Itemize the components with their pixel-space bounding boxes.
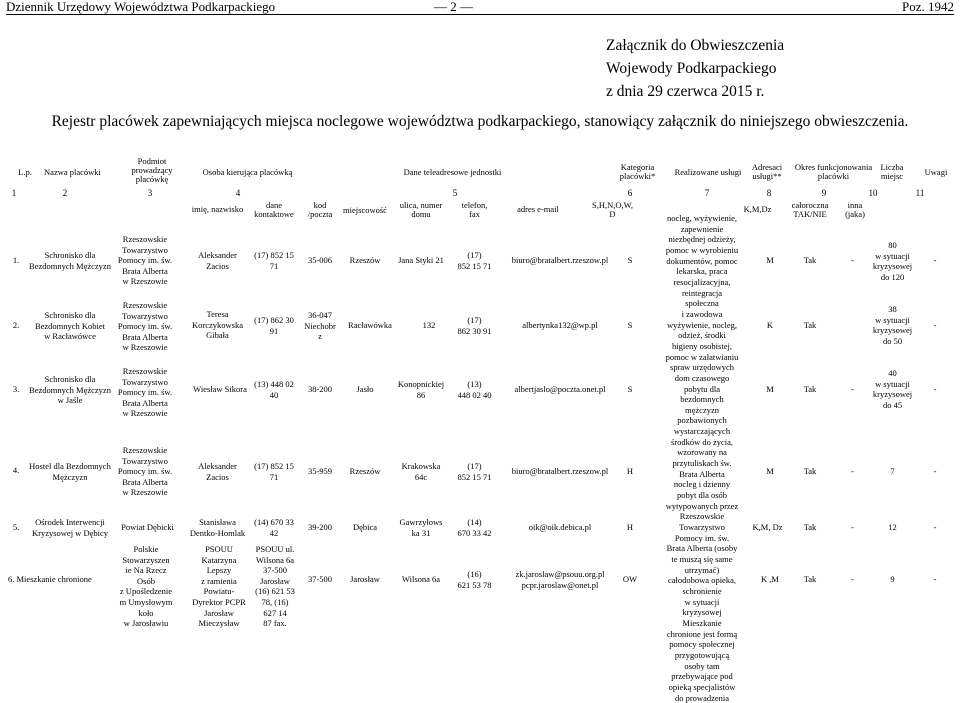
category: S (627, 255, 633, 265)
service-line: wytypowanych przez (665, 500, 739, 511)
running-header (6, 0, 954, 15)
facility-name: Schronisko dla Bezdomnych Mężczyzn (29, 250, 111, 271)
service-line: higieny osobistej, (672, 340, 732, 351)
operator: Rzeszowskie Towarzystwo Pomocy im. św. Brata Alberta w Rzeszowie (117, 300, 173, 353)
service-line: zapewnienie (680, 223, 724, 234)
postcode: 39-200 (307, 522, 333, 532)
category: H (626, 522, 634, 532)
column-number: 7 (704, 188, 710, 198)
addressees: M (766, 384, 774, 394)
other-period: - (851, 522, 854, 532)
header-operator-line: prowadzący (131, 165, 173, 175)
header-places (872, 163, 912, 181)
postcode: 36-047 Niechobr z (304, 310, 336, 342)
subheader-line: TAK/NIE (793, 209, 827, 219)
header-category-line: Kategoria (620, 162, 655, 172)
manager: Wiesław Sikora (193, 384, 247, 394)
other-period: - (851, 466, 854, 476)
service-line: wzorowany na (677, 447, 727, 458)
service-line: odzież, środki (678, 330, 726, 341)
row-number: 4. (12, 465, 20, 475)
facility-name: 6. Mieszkanie chronione (8, 574, 92, 584)
other-period: - (851, 574, 854, 584)
service-line: pobytu dla (683, 383, 721, 394)
email: oik@oik.debica.pl (528, 522, 592, 532)
service-line: reintegracja (681, 287, 723, 298)
service-line: przytuliskach św. (672, 458, 732, 469)
phone: (17) 862 30 91 (457, 315, 492, 336)
subheader-period-types (785, 201, 835, 219)
category: OW (622, 574, 638, 584)
street: Konopnickiej 86 (397, 379, 445, 400)
operator: Polskie Stowarzyszen ie Na Rzecz Osób z Upośledzenie m Umysłowym koło w Jarosławiu (119, 544, 173, 629)
service-line: niezbędnej odzieży, (668, 234, 736, 245)
service-line: przebywające pod (671, 671, 733, 682)
column-number: 4 (235, 188, 241, 198)
subheader-line: (jaka) (845, 209, 865, 219)
header-addressees-line: usługi** (752, 171, 782, 181)
category: S (627, 384, 633, 394)
service-line: Pomocy im. św. (674, 532, 730, 543)
service-line: i zawodowa (681, 308, 723, 319)
year-round: Tak (803, 574, 817, 584)
postcode: 37-500 (307, 574, 333, 584)
service-line: Brata Alberta (osoby (666, 543, 738, 554)
addressees: K,M, Dz (752, 522, 783, 532)
service-line: wyżywienie, nocleg, (666, 319, 738, 330)
header-manager: Osoba kierująca placówką (202, 167, 293, 177)
service-line: wystarczających (673, 426, 731, 437)
service-line: dom czasowego (674, 372, 730, 383)
header-contact: Dane teleadresowe jednostki (403, 167, 502, 177)
places: 9 (890, 574, 895, 584)
column-number: 10 (868, 188, 878, 198)
header-period-line: placówki (817, 171, 850, 181)
annex-line: Wojewody Podkarpackiego (606, 60, 777, 77)
operator: Powiat Dębicki (121, 522, 174, 532)
column-number: 11 (915, 188, 925, 198)
column-number: 3 (147, 188, 153, 198)
header-addressees (742, 163, 792, 181)
manager-contact: PSOUU ul. Wilsona 6a 37-500 Jarosław (16) 621 53 78, (16) 627 14 87 fax. (255, 544, 295, 629)
street: Krakowska 64c (401, 461, 441, 482)
phone: (17) 852 15 71 (457, 461, 492, 482)
facility-name: Hostel dla Bezdomnych Mężczyzn (29, 461, 111, 482)
postcode: 38-200 (307, 384, 333, 394)
other-period: - (851, 384, 854, 394)
subheader-category-codes (585, 201, 640, 219)
annex-block (606, 34, 784, 103)
service-line: chronione jest formą (666, 628, 738, 639)
notes: - (933, 574, 937, 584)
manager: Aleksander Zacios (198, 250, 237, 271)
service-line: osoby tam (684, 660, 720, 671)
phone: (16) 621 53 78 (457, 569, 492, 590)
email: biuro@bratalbert.rzeszow.pl (511, 255, 609, 265)
city: Racławówka (348, 320, 392, 330)
service-line: bezdomnych (680, 394, 724, 405)
service-line: Rzeszowskie (679, 511, 725, 522)
subheader-line: całoroczna (791, 200, 829, 210)
service-line: opieką specjalistów (668, 681, 736, 692)
city: Dębica (352, 522, 378, 532)
street: Wilsona 6a (401, 574, 441, 584)
email: albertjaslo@poczta.onet.pl (514, 384, 606, 394)
service-line: dokumentów, pomoc (666, 255, 738, 266)
service-line: Mieszkanie (682, 617, 722, 628)
document-title: Rejestr placówek zapewniających miejsca noclegowe województwa podkarpackiego, stanowiący załącznik do niniejszego obwieszczenia. (51, 113, 909, 130)
subheader-email: adres e-mail (517, 204, 559, 214)
header-lp: L.p. (18, 167, 32, 177)
city: Jarosław (350, 574, 380, 584)
manager: Stanisława Dentko-Homlak (189, 517, 246, 538)
header-operator-line: Podmiot (137, 156, 167, 166)
subheader-line: dane (265, 200, 283, 210)
column-number: 2 (62, 188, 68, 198)
subheader-city: miejscowość (343, 205, 387, 215)
subheader-line: domu (411, 209, 431, 219)
email: biuro@bratalbert.rzeszow.pl (511, 466, 609, 476)
header-category (610, 163, 665, 181)
manager-contact: (17) 852 15 71 (254, 250, 294, 271)
notes: - (933, 320, 937, 330)
manager-contact: (17) 862 30 91 (254, 315, 294, 336)
service-line: pomoc w załatwianiu (665, 351, 739, 362)
service-line: pomoc w wyrobieniu (665, 244, 739, 255)
subheader-addressee-codes: K,M,Dz (743, 204, 772, 214)
service-line: nocleg i dzienny (673, 479, 731, 490)
header-period (786, 163, 881, 181)
column-number: 9 (821, 188, 827, 198)
row-number: 3. (12, 384, 20, 394)
addressees: K (766, 320, 774, 330)
service-line: Towarzystwo (679, 522, 725, 533)
row-number: 2. (12, 320, 20, 330)
service-line: pobyt dla osób (676, 490, 728, 501)
city: Rzeszów (349, 255, 381, 265)
offered-services-column (651, 213, 753, 703)
service-line: społeczna (685, 298, 719, 309)
places: 12 (888, 522, 897, 532)
row-number: 6. (8, 574, 15, 584)
header-operator-line: placówkę (135, 174, 169, 184)
row-number: 1. (12, 255, 20, 265)
service-line: utrzymać) (684, 564, 720, 575)
service-line: mężczyzn (685, 404, 719, 415)
header-notes: Uwagi (924, 167, 948, 177)
operator: Rzeszowskie Towarzystwo Pomocy im. św. Brata Alberta w Rzeszowie (117, 234, 173, 287)
street: Gawrzyłows ka 31 (399, 517, 443, 538)
service-line: pomocy społecznej (669, 639, 735, 650)
subheader-line: telefon, (461, 200, 488, 210)
service-line: lekarska, praca (676, 266, 728, 277)
annex-line: z dnia 29 czerwca 2015 r. (606, 83, 765, 100)
header-places-line: Liczba (880, 162, 904, 172)
journal-name: Dziennik Urzędowy Województwa Podkarpackiego (6, 0, 276, 14)
year-round: Tak (803, 255, 817, 265)
service-line: całodobowa opieka, (668, 575, 736, 586)
subheader-line: kod (313, 200, 327, 210)
places: 80 w sytuacji kryzysowej do 120 (872, 240, 913, 282)
notes: - (933, 522, 937, 532)
year-round: Tak (803, 320, 817, 330)
subheader-manager-name: imię, nazwisko (191, 204, 244, 214)
column-number: 5 (452, 188, 458, 198)
postcode: 35-959 (307, 466, 333, 476)
subheader-phone (452, 201, 497, 219)
service-line: środków do życia, (670, 436, 734, 447)
addressees: K ,M (761, 574, 779, 584)
service-line: w sytuacji (684, 596, 720, 607)
subheader-line: fax (469, 209, 480, 219)
page-number: — 2 — (434, 0, 473, 14)
notes: - (933, 466, 937, 476)
year-round: Tak (803, 466, 817, 476)
operator: Rzeszowskie Towarzystwo Pomocy im. św. Brata Alberta w Rzeszowie (117, 445, 173, 498)
email: zk.jaroslaw@psouu.org.pl pcpr.jaroslaw@onet.pl (515, 569, 605, 590)
position-number: Poz. 1942 (902, 0, 954, 14)
street: Jana Styki 21 (398, 255, 444, 265)
service-line: do prowadzenia (674, 692, 730, 703)
header-services: Realizowane usługi (674, 167, 742, 177)
city: Rzeszów (349, 466, 381, 476)
column-number: 6 (627, 188, 633, 198)
column-number: 8 (766, 188, 772, 198)
manager: Teresa Korczykowska Gibała (192, 309, 243, 341)
notes: - (933, 255, 937, 265)
manager-contact: (13) 448 02 40 (254, 379, 294, 400)
operator: Rzeszowskie Towarzystwo Pomocy im. św. Brata Alberta w Rzeszowie (117, 366, 173, 419)
service-line: te muszą się same (671, 554, 733, 564)
manager-contact: (17) 852 15 71 (254, 461, 294, 482)
category: H (626, 466, 634, 476)
annex-line: Załącznik do Obwieszczenia (606, 37, 785, 54)
service-line: Brata Alberta (679, 468, 725, 479)
service-line: kryzysowej (682, 607, 722, 618)
city: Jasło (356, 384, 374, 394)
subheader-contact-data (250, 201, 298, 219)
places: 7 (890, 466, 895, 476)
email: albertynka132@wp.pl (522, 320, 598, 330)
year-round: Tak (803, 384, 817, 394)
column-number: 1 (11, 188, 17, 198)
notes: - (933, 384, 937, 394)
header-operator (122, 157, 182, 184)
service-line: schronienie (682, 585, 722, 596)
manager-contact: (14) 670 33 42 (254, 517, 294, 538)
facility-name: Ośrodek Interwencji Kryzysowej w Dębicy (31, 517, 108, 538)
places: 38 w sytuacji kryzysowej do 50 (872, 304, 913, 346)
subheader-postcode (300, 201, 340, 219)
manager: PSOUU Katarzyna Lepszy z ramienia Powiatu- Dyrektor PCPR Jarosław Mieczysław (192, 544, 246, 629)
year-round: Tak (803, 522, 817, 532)
facility-name: Schronisko dla Bezdomnych Kobiet w Racławówce (34, 310, 106, 342)
phone: (14) 670 33 42 (457, 517, 492, 538)
service-line: nocleg, wyżywienie, (666, 213, 738, 223)
header-category-line: placówki* (619, 171, 656, 181)
header-period-line: Okres funkcjonowania (794, 162, 873, 172)
subheader-line: /poczta (307, 209, 333, 219)
service-line: resocjalizacyjna, (673, 276, 731, 287)
subheader-line: ulica, numer (399, 200, 443, 210)
subheader-line: kontaktowe (254, 209, 294, 219)
service-line: spraw urzędowych (670, 362, 734, 373)
places: 40 w sytuacji kryzysowej do 45 (872, 368, 913, 410)
header-places-line: miejsc (880, 171, 904, 181)
postcode: 35-006 (307, 255, 333, 265)
header-name: Nazwa placówki (44, 167, 101, 177)
other-period: - (851, 255, 854, 265)
row-number: 5. (12, 522, 20, 532)
phone: (17) 852 15 71 (457, 250, 492, 271)
manager: Aleksander Zacios (198, 461, 237, 482)
addressees: M (766, 255, 774, 265)
subheader-line: inna (847, 200, 863, 210)
street: 132 (422, 320, 436, 330)
header-addressees-line: Adresaci (751, 162, 783, 172)
subheader-line: D (609, 209, 616, 219)
service-line: przygotowującą (674, 649, 730, 660)
subheader-line: S,H,N,O,W, (591, 200, 633, 210)
subheader-street (392, 201, 450, 219)
subheader-period-other (835, 201, 875, 219)
service-line: pozbawionych (677, 415, 727, 426)
addressees: M (766, 466, 774, 476)
phone: (13) 448 02 40 (457, 379, 492, 400)
facility-name: Schronisko dla Bezdomnych Mężczyzn w Jaśle (29, 374, 111, 406)
category: S (627, 320, 633, 330)
